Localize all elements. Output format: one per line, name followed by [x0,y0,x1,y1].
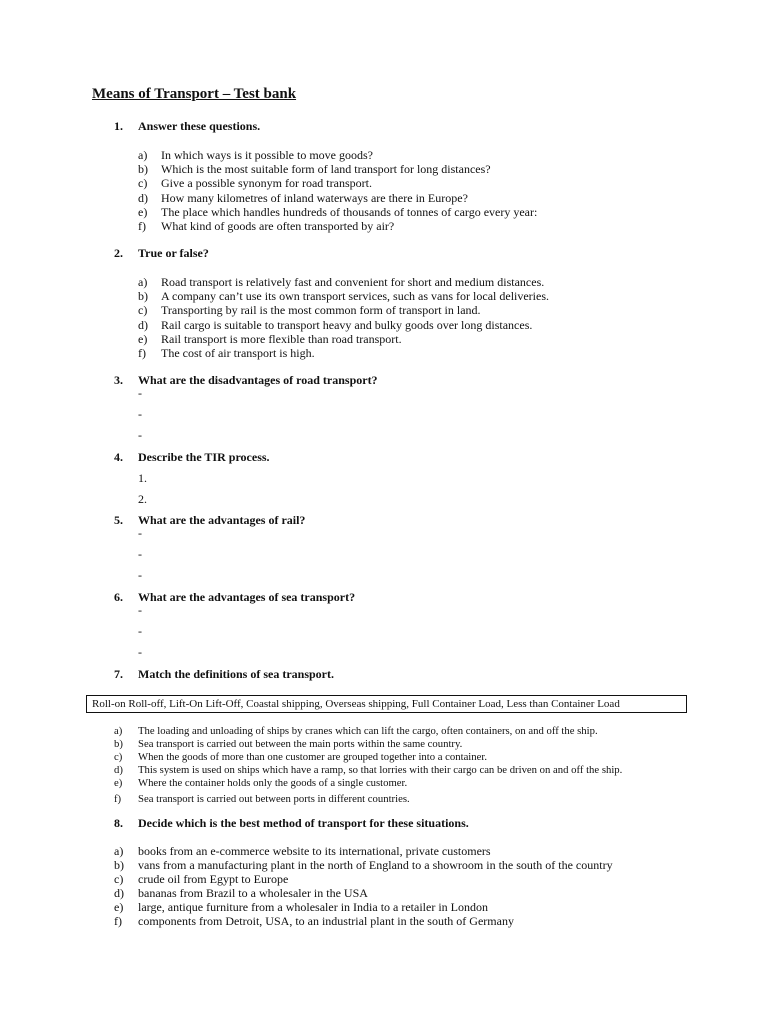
answer-blank: - [138,603,142,617]
question-3-heading [114,373,378,388]
list-item: e) Where the container holds only the goods of a single customer. [114,777,408,789]
question-text: What are the advantages of sea transport? [138,590,356,604]
list-item: c) Transporting by rail is the most common form of transport in land. [138,303,481,318]
question-6-heading [114,590,355,605]
question-text: What are the disadvantages of road transport? [138,373,378,387]
list-item: b) vans from a manufacturing plant in the north of England to a showroom in the south of the country [114,858,613,873]
question-7-list [114,725,622,806]
question-number: 4. [114,450,123,464]
question-text: True or false? [138,246,209,260]
list-item: d) How many kilometres of inland waterways are there in Europe? [138,190,468,205]
answer-blank: 2. [138,492,147,506]
question-2-list [138,275,549,360]
question-8-list [114,844,613,929]
list-item: b) Which is the most suitable form of land transport for long distances? [138,162,491,177]
question-number: 3. [114,373,123,387]
answer-blank: - [138,624,142,638]
word-bank-box: Roll-on Roll-off, Lift-On Lift-Off, Coastal shipping, Overseas shipping, Full Container Load, Less than Container Load [86,695,687,713]
list-item: f) components from Detroit, USA, to an industrial plant in the south of Germany [114,914,514,929]
list-item: f) The cost of air transport is high. [138,346,315,361]
list-item: e) large, antique furniture from a wholesaler in India to a retailer in London [114,900,488,915]
question-8-heading [114,816,469,831]
list-item: a) The loading and unloading of ships by cranes which can lift the cargo, often containers, on and off the ship. [114,725,598,737]
question-4-heading [114,450,270,465]
list-item: c) crude oil from Egypt to Europe [114,872,289,887]
question-number: 8. [114,816,123,830]
answer-blank: - [138,386,142,400]
page-title: Means of Transport – Test bank [92,86,297,102]
question-1-list [138,148,537,233]
list-item: a) In which ways is it possible to move goods? [138,148,373,162]
answer-blank: - [138,407,142,421]
question-number: 6. [114,590,123,604]
answer-blank: - [138,428,142,442]
answer-blank: - [138,645,142,659]
question-text: What are the advantages of rail? [138,513,306,527]
answer-blank: 1. [138,471,147,485]
list-item: e) Rail transport is more flexible than road transport. [138,331,402,346]
question-5-heading [114,513,305,528]
list-item: f) Sea transport is carried out between ports in different countries. [114,793,410,805]
question-text: Match the definitions of sea transport. [138,667,334,681]
list-item: e) The place which handles hundreds of thousands of tonnes of cargo every year: [138,204,538,219]
question-number: 1. [114,119,123,133]
question-number: 2. [114,246,123,260]
list-item: f) What kind of goods are often transported by air? [138,219,395,234]
list-item: b) Sea transport is carried out between the main ports within the same country. [114,738,463,750]
question-text: Decide which is the best method of transport for these situations. [138,816,469,830]
list-item: c) When the goods of more than one customer are grouped together into a container. [114,751,488,763]
list-item: d) bananas from Brazil to a wholesaler in the USA [114,886,368,901]
question-text: Answer these questions. [138,119,261,133]
question-text: Describe the TIR process. [138,450,270,464]
answer-blank: - [138,547,142,561]
list-item: c) Give a possible synonym for road transport. [138,176,372,191]
question-1-heading [114,119,260,134]
list-item: b) A company can’t use its own transport services, such as vans for local deliveries. [138,289,550,304]
list-item: a) books from an e-commerce website to its international, private customers [114,844,491,858]
list-item: d) Rail cargo is suitable to transport heavy and bulky goods over long distances. [138,317,533,332]
list-item: d) This system is used on ships which have a ramp, so that lorries with their cargo can be driven on and off the ship. [114,764,623,776]
question-7-heading [114,667,334,682]
question-number: 5. [114,513,123,527]
answer-blank: - [138,526,142,540]
question-number: 7. [114,667,123,681]
answer-blank: - [138,568,142,582]
question-2-heading [114,246,209,261]
list-item: a) Road transport is relatively fast and convenient for short and medium distances. [138,275,545,289]
